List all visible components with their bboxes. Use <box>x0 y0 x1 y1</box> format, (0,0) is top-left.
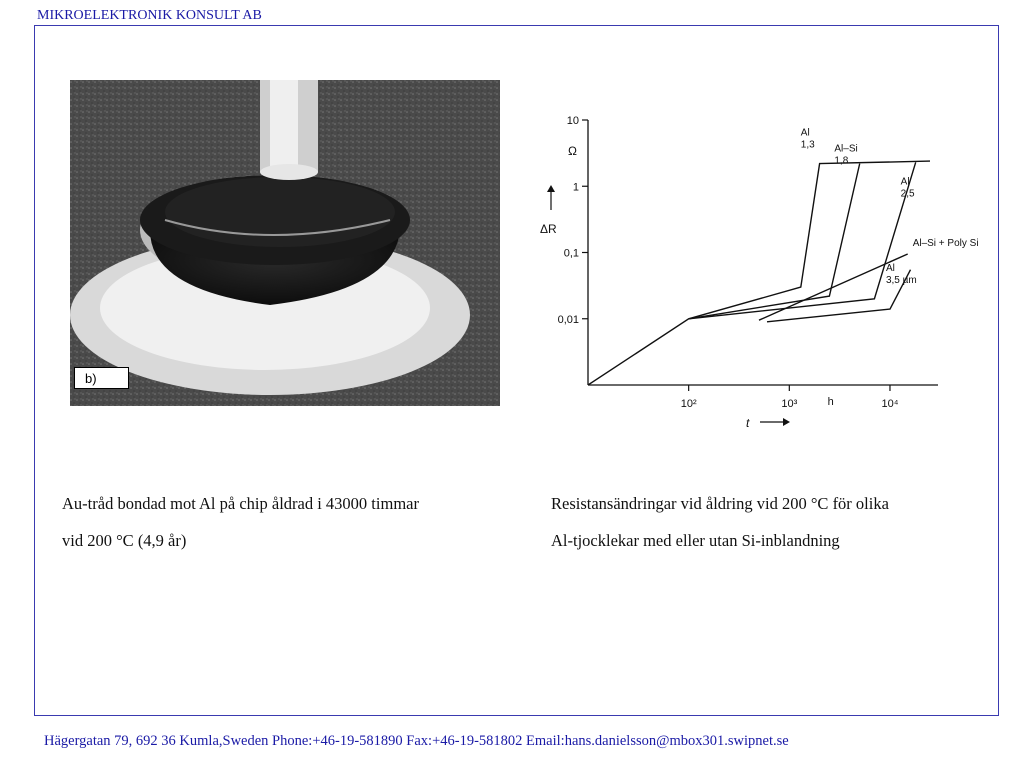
left-caption-line2: vid 200 °C (4,9 år) <box>62 531 187 550</box>
y-tick-label: 0,01 <box>557 313 579 326</box>
x-tick-label: 10² <box>680 398 697 410</box>
x-tick-label: 10³ <box>781 398 798 410</box>
series-label: Al–Si + Poly Si <box>912 237 979 249</box>
chart-marks <box>588 128 979 385</box>
right-caption <box>551 485 889 559</box>
x-tick-label: 10⁴ <box>881 398 899 410</box>
y-tick-label: 10 <box>566 115 579 127</box>
series-label: Al <box>885 262 895 274</box>
company-name: MIKROELEKTRONIK KONSULT AB <box>37 8 262 23</box>
footer-contact: Hägergatan 79, 692 36 Kumla,Sweden Phone:+46-19-581890 Fax:+46-19-581802 Email:hans.danielsson@mbox301.swipnet.se <box>44 733 789 749</box>
x-axis-arrowhead <box>783 418 790 426</box>
y-tick-label: 1 <box>572 181 579 194</box>
micrograph-image <box>70 80 500 406</box>
series-label: Al <box>900 176 910 188</box>
left-caption <box>62 485 419 559</box>
wire-bond-micrograph <box>70 80 500 406</box>
series-line-2 <box>689 164 860 319</box>
y-tick-label: 0,1 <box>563 247 579 260</box>
x-unit: h <box>827 396 834 408</box>
series-label: Al <box>800 127 810 139</box>
chart-svg <box>520 85 979 433</box>
series-label: Al–Si <box>834 143 858 155</box>
series-label: 1,8 <box>834 155 849 167</box>
series-label: 1,3 <box>800 139 815 151</box>
photo-label: b) <box>74 367 129 389</box>
series-label: 2,5 <box>900 188 915 200</box>
chart-axes <box>558 115 938 410</box>
left-caption-line1: Au-tråd bondad mot Al på chip åldrad i 43000 timmar <box>62 494 419 513</box>
y-unit: Ω <box>568 144 577 158</box>
y-axis-label: ΔR <box>540 222 557 236</box>
right-caption-line2: Al-tjocklekar med eller utan Si-inblandning <box>551 531 840 550</box>
series-line-3 <box>689 162 916 318</box>
right-caption-line1: Resistansändringar vid åldring vid 200 °C för olika <box>551 494 889 513</box>
series-line-1 <box>588 161 930 385</box>
y-axis-arrowhead <box>547 185 555 192</box>
series-label: 3,5 µm <box>885 274 917 286</box>
resistance-chart <box>520 85 979 433</box>
x-axis-label: t <box>746 416 750 430</box>
